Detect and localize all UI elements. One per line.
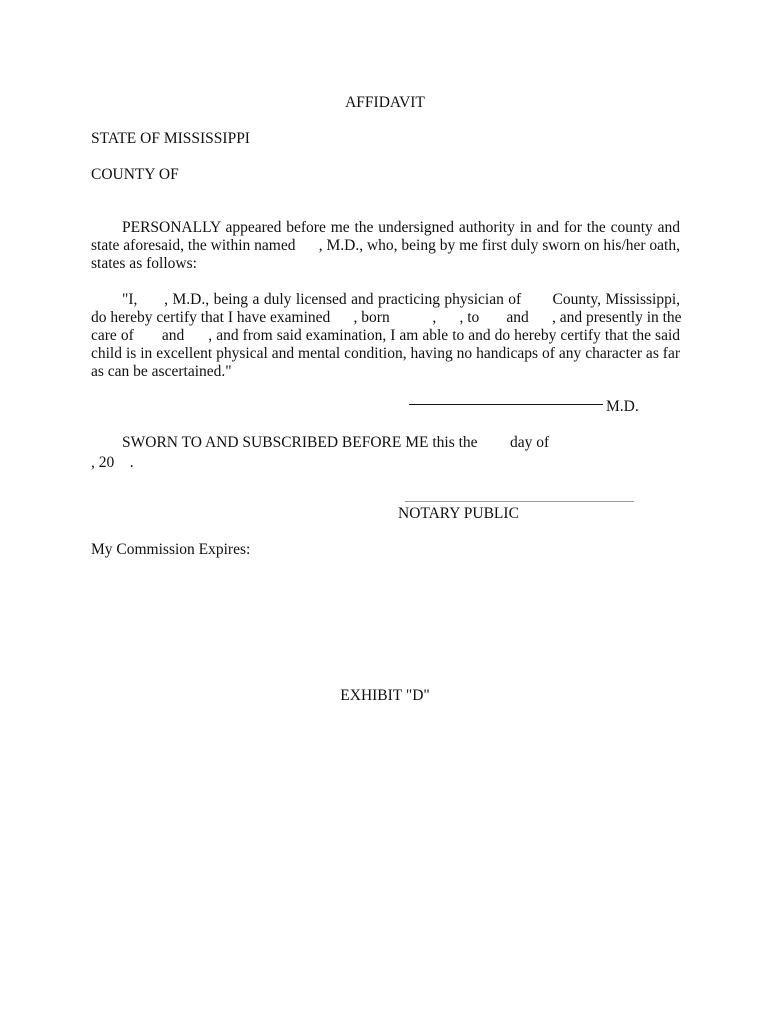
county-line: COUNTY OF [91, 166, 179, 183]
day-of-text: day of [510, 434, 550, 451]
document-title: AFFIDAVIT [345, 94, 425, 111]
paragraph-line: state aforesaid, the within named , M.D., who, being by me first duly sworn on his/her oath, [91, 237, 680, 254]
paragraph-line: PERSONALLY appeared before me the undersigned authority in and for the county and [122, 219, 680, 236]
paragraph-line: as can be ascertained." [91, 363, 232, 380]
paragraph-line: "I, , M.D., being a duly licensed and practicing physician of County, Mississippi, [122, 291, 680, 308]
signature-md-suffix: M.D. [606, 398, 639, 415]
physician-signature-line [409, 404, 603, 405]
sworn-statement: SWORN TO AND SUBSCRIBED BEFORE ME this the [122, 434, 478, 451]
paragraph-line: states as follows: [91, 255, 197, 272]
personally-appeared-paragraph [91, 219, 680, 273]
paragraph-line: child is in excellent physical and mental condition, having no handicaps of any character as far [91, 345, 680, 362]
certification-paragraph [91, 291, 680, 381]
state-line: STATE OF MISSISSIPPI [91, 130, 250, 147]
notary-public-label: NOTARY PUBLIC [398, 505, 519, 522]
paragraph-line: do hereby certify that I have examined , born , , to and , and presently in the [91, 309, 682, 326]
paragraph-line: care of and , and from said examination, I am able to and do hereby certify that the said [91, 327, 680, 344]
notary-signature-line [405, 501, 634, 502]
year-line: , 20 . [91, 454, 134, 471]
commission-expires-label: My Commission Expires: [91, 541, 251, 558]
exhibit-label: EXHIBIT "D" [340, 687, 430, 704]
